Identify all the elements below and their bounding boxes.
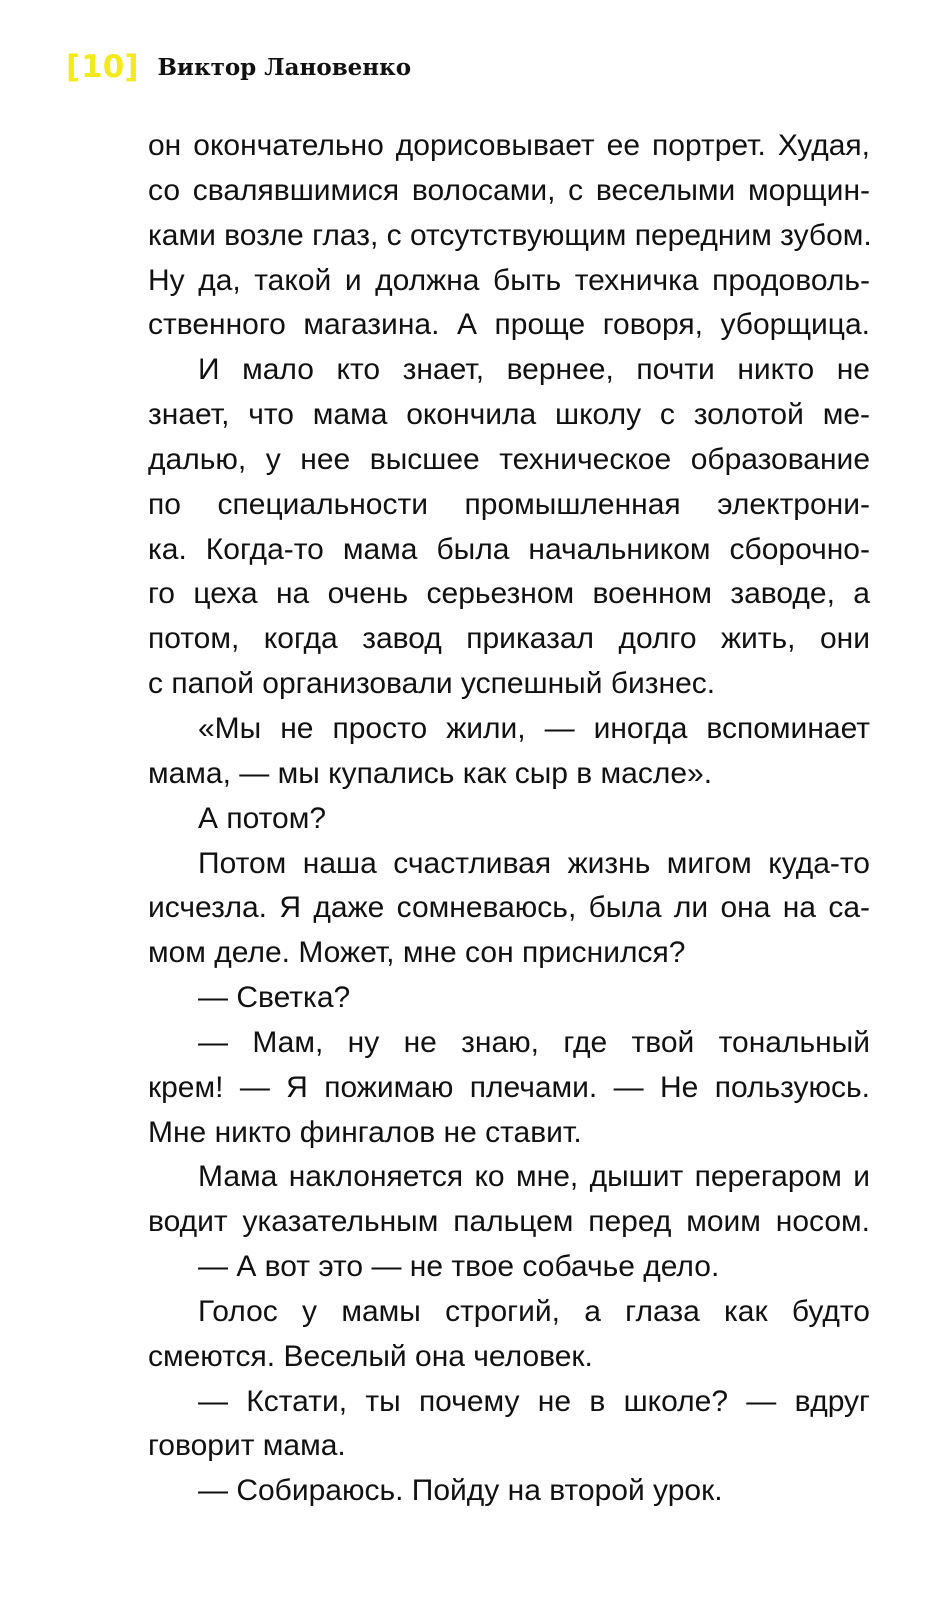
text-line: крем! — Я пожимаю плечами. — Не пользуюсь. bbox=[148, 1070, 870, 1104]
text-line: Потом наша счастливая жизнь мигом куда-то bbox=[198, 846, 870, 880]
page-number-open-bracket: [ bbox=[66, 49, 82, 85]
text-line: — Собираюсь. Пойду на второй урок. bbox=[198, 1474, 723, 1508]
text-line: мом деле. Может, мне сон приснился? bbox=[148, 936, 686, 970]
text-line: говорит мама. bbox=[148, 1429, 346, 1463]
text-line: го цеха на очень серьезном военном заводе, а bbox=[148, 577, 870, 611]
running-head bbox=[66, 49, 412, 85]
text-line: А потом? bbox=[198, 801, 327, 835]
text-line: — Светка? bbox=[198, 981, 351, 1015]
text-line: потом, когда завод приказал долго жить, они bbox=[148, 622, 870, 656]
text-line: — А вот это — не твое собачье дело. bbox=[198, 1250, 720, 1284]
text-line: далью, у нее высшее техническое образование bbox=[148, 442, 870, 476]
text-line: с папой организовали успешный бизнес. bbox=[148, 667, 716, 701]
text-line: знает, что мама окончила школу с золотой ме- bbox=[148, 398, 870, 432]
text-line: И мало кто знает, вернее, почти никто не bbox=[198, 353, 870, 387]
author-name: Виктор Лановенко bbox=[157, 54, 412, 81]
page-number-close-bracket: ] bbox=[124, 49, 140, 85]
body-text bbox=[148, 124, 870, 1524]
text-line: Мне никто фингалов не ставит. bbox=[148, 1115, 582, 1149]
page-number bbox=[66, 49, 140, 85]
text-line: смеются. Веселый она человек. bbox=[148, 1339, 593, 1373]
text-line: ками возле глаз, с отсутствующим передним зубом. bbox=[148, 218, 872, 252]
text-line: — Мам, ну не знаю, где твой тональный bbox=[198, 1025, 870, 1059]
text-line: водит указательным пальцем перед моим носом. bbox=[148, 1205, 870, 1239]
page-number-value: 10 bbox=[81, 49, 125, 85]
text-line: — Кстати, ты почему не в школе? — вдруг bbox=[198, 1384, 870, 1418]
text-line: «Мы не просто жили, — иногда вспоминает bbox=[198, 711, 870, 745]
text-line: он окончательно дорисовывает ее портрет. Худая, bbox=[148, 129, 870, 162]
text-line: Голос у мамы строгий, а глаза как будто bbox=[198, 1294, 870, 1328]
text-line: ка. Когда-то мама была начальником сборочно- bbox=[148, 532, 870, 566]
text-line: мама, — мы купались как сыр в масле». bbox=[148, 756, 713, 790]
text-line: по специальности промышленная электрони- bbox=[148, 487, 870, 521]
text-line: Ну да, такой и должна быть техничка продоволь- bbox=[148, 263, 870, 297]
text-line: ственного магазина. А проще говоря, уборщица. bbox=[148, 308, 870, 342]
text-line: Мама наклоняется ко мне, дышит перегаром и bbox=[198, 1160, 870, 1194]
text-line: со свалявшимися волосами, с веселыми морщин- bbox=[148, 173, 870, 207]
text-line: исчезла. Я даже сомневаюсь, была ли она на са- bbox=[148, 891, 870, 925]
